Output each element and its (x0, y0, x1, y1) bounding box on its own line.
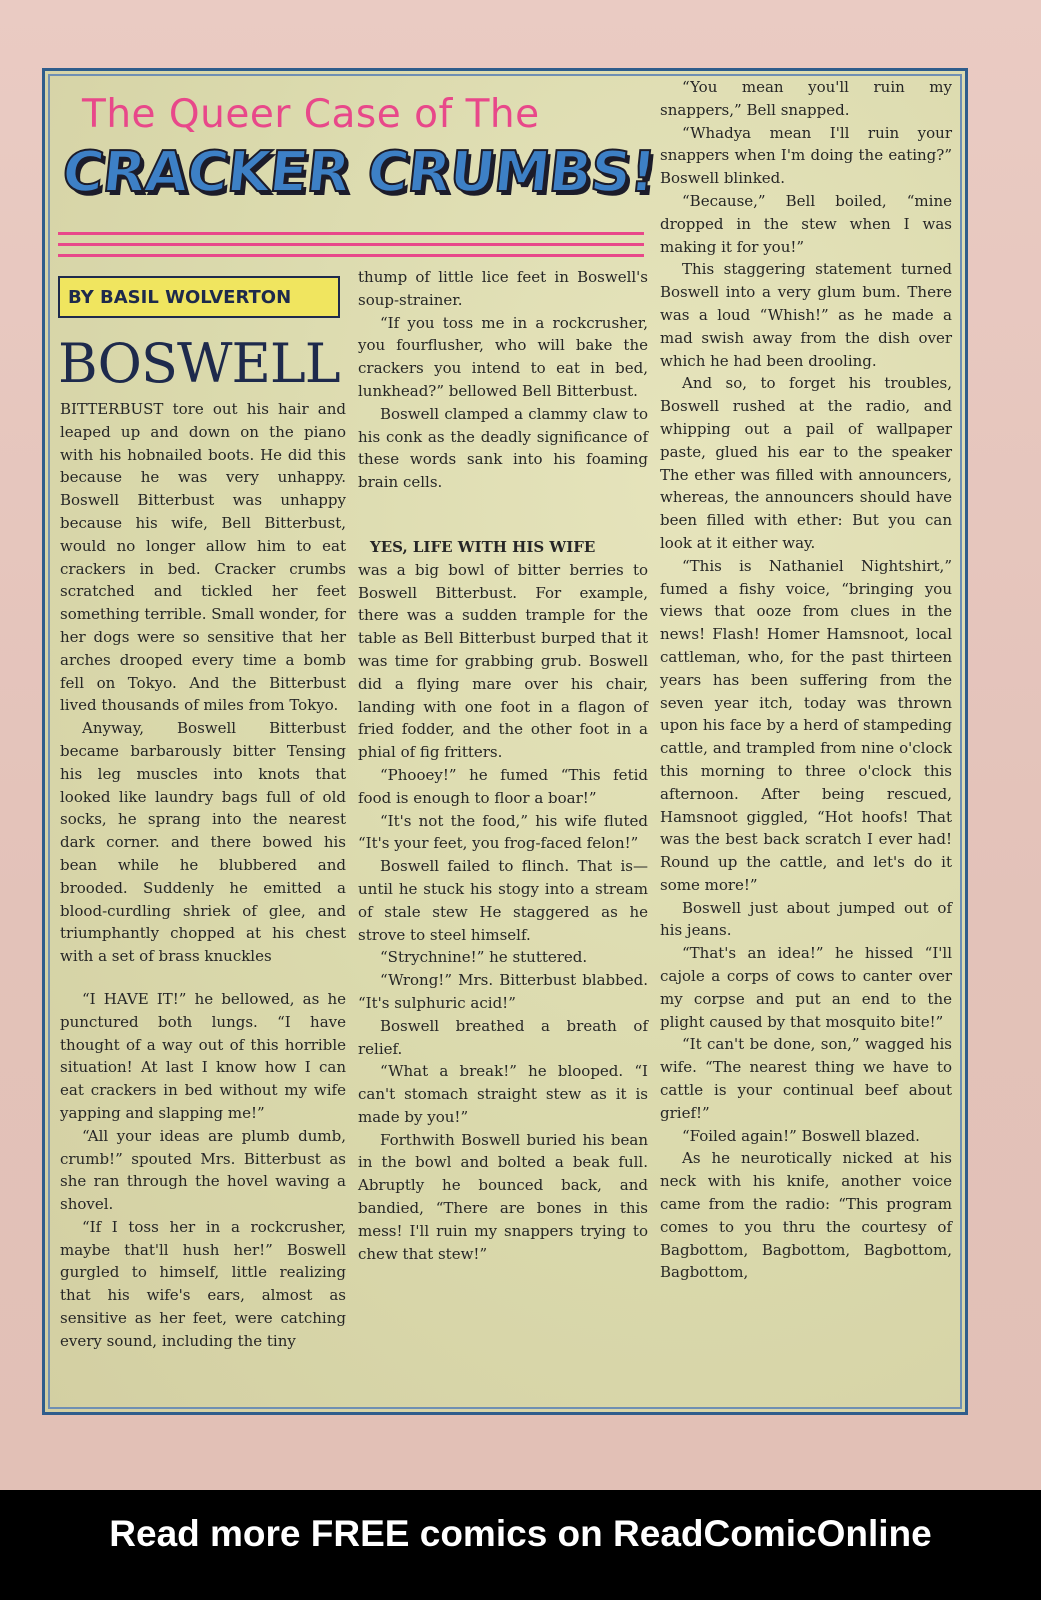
paragraph: thump of little lice feet in Boswell's soup-strainer. (358, 268, 648, 309)
paragraph: “Foiled again!” Boswell blazed. (682, 1126, 920, 1145)
title-line-1: The Queer Case of The (82, 92, 540, 137)
section-heading: YES, LIFE WITH HIS WIFE (370, 537, 596, 556)
column-1 (60, 398, 346, 1353)
paragraph: “If I toss her in a rockcrusher, maybe that'll hush her!” Boswell gurgled to himself, little realizing that his wife's ears, almost as sensitive as her feet, were catching every sound, including the tiny (60, 1217, 346, 1350)
title-rule (58, 243, 644, 246)
title-rules (58, 232, 644, 265)
paragraph: “It's not the food,” his wife fluted “It's your feet, you frog-faced felon!” (358, 811, 648, 853)
paragraph: “If you toss me in a rockcrusher, you fourflusher, who will bake the crackers you intend to eat in bed, lunkhead?” bellowed Bell Bitterbust. (358, 313, 648, 400)
paragraph: As he neurotically nicked at his neck with his knife, another voice came from the radio: “This program comes to you thru the courtesy of Bagbottom, Bagbottom, Bagbottom, Bagbottom, (660, 1149, 952, 1282)
promo-footer-banner[interactable]: Read more FREE comics on ReadComicOnline (0, 1490, 1041, 1600)
column-2 (358, 266, 648, 1265)
paragraph: “It can't be done, son,” wagged his wife. “The nearest thing we have to cattle is your continual beef about grief!” (660, 1035, 952, 1122)
paragraph: And so, to forget his troubles, Boswell rushed at the radio, and whipping out a pail of wallpaper paste, glued his ear to the speaker The ether was filled with announcers, whereas, the announcers should have been filled with ether: But you can look at it either way. (660, 374, 952, 552)
dropcap-word: BOSWELL (58, 332, 340, 395)
paragraph: “Because,” Bell boiled, “mine dropped in the stew when I was making it for you!” (660, 191, 952, 256)
paragraph: BITTERBUST tore out his hair and leaped up and down on the piano with his hobnailed boots. He did this because he was very unhappy. Boswell Bitterbust was unhappy because his wife, Bell Bitterbust, would no longer allow him to eat crackers in bed. Cracker crumbs scratched and tickled her feet something terrible. Small wonder, for her dogs were so sensitive that her arches drooped every time a bomb fell on Tokyo. And the Bitterbust lived thousands of miles from Tokyo. (60, 400, 346, 715)
paragraph: “I HAVE IT!” he bellowed, as he punctured both lungs. “I have thought of a way out of this horrible situation! At last I know how I can eat crackers in bed without my wife yapping and slapping me!” (60, 989, 346, 1122)
title-rule (58, 254, 644, 257)
paragraph: Forthwith Boswell buried his bean in the bowl and bolted a beak full. Abruptly he bounced back, and bandied, “There are bones in this mess! I'll ruin my snappers trying to chew that stew!” (358, 1130, 648, 1263)
paragraph: “Phooey!” he fumed “This fetid food is enough to floor a boar!” (358, 765, 648, 807)
paragraph: “What a break!” he blooped. “I can't stomach straight stew as it is made by you!” (358, 1062, 648, 1126)
column-3 (660, 76, 952, 1284)
paragraph: was a big bowl of bitter berries to Boswell Bitterbust. For example, there was a sudden trample for the table as Bell Bitterbust burped that it was time for grabbing grub. Boswell did a flying mare over his chair, landing with one foot in a flagon of fried fodder, and the other foot in a phial of fig fritters. (358, 560, 648, 762)
paragraph: “Wrong!” Mrs. Bitterbust blabbed. “It's sulphuric acid!” (358, 971, 648, 1012)
paragraph: “All your ideas are plumb dumb, crumb!” spouted Mrs. Bitterbust as she ran through the hovel waving a shovel. (60, 1126, 346, 1214)
title-line-2: CRACKER CRUMBS! (59, 140, 659, 205)
paragraph: “This is Nathaniel Nightshirt,” fumed a fishy voice, “bringing you views that ooze from clues in the news! Flash! Homer Hamsnoot, local cattleman, who, for the past thirteen years has been suffering from the seven year itch, today was thrown upon his face by a herd of stampeding cattle, and trampled from nine o'clock this morning to three o'clock this afternoon. After being rescued, Hamsnoot giggled, “Hot hoofs! That was the best back scratch I ever had! Round up the cattle, and let's do it some more!” (660, 556, 952, 894)
paragraph: Anyway, Boswell Bitterbust became barbarously bitter Tensing his leg muscles into knots that looked like laundry bags full of old socks, he sprang into the nearest dark corner. and there bowed his bean while he blubbered and brooded. Suddenly he emitted a blood-curdling shriek of glee, and triumphantly chopped at his chest with a set of brass knuckles (60, 719, 346, 966)
paragraph: This staggering statement turned Boswell into a very glum bum. There was a loud “Whish!” as he made a mad swish away from the dish over which he had been drooling. (660, 260, 952, 370)
paragraph: Boswell clamped a clammy claw to his conk as the deadly significance of these words sank into his foaming brain cells. (358, 404, 648, 492)
title-rule (58, 232, 644, 235)
paragraph: “Strychnine!” he stuttered. (380, 948, 588, 967)
paragraph: “You mean you'll ruin my snappers,” Bell snapped. (660, 78, 952, 119)
paragraph: Boswell just about jumped out of his jeans. (660, 898, 952, 940)
paragraph: “That's an idea!” he hissed “I'll cajole a corps of cows to canter over my corpse and put an end to the plight caused by that mosquito bite!” (660, 944, 952, 1031)
paragraph: “Whadya mean I'll ruin your snappers when I'm doing the eating?” Boswell blinked. (660, 123, 952, 188)
byline-box: BY BASIL WOLVERTON (58, 276, 340, 318)
paragraph: Boswell breathed a breath of relief. (358, 1016, 648, 1058)
paragraph: Boswell failed to flinch. That is—until he stuck his stogy into a stream of stale stew He staggered as he strove to steel himself. (358, 857, 648, 944)
